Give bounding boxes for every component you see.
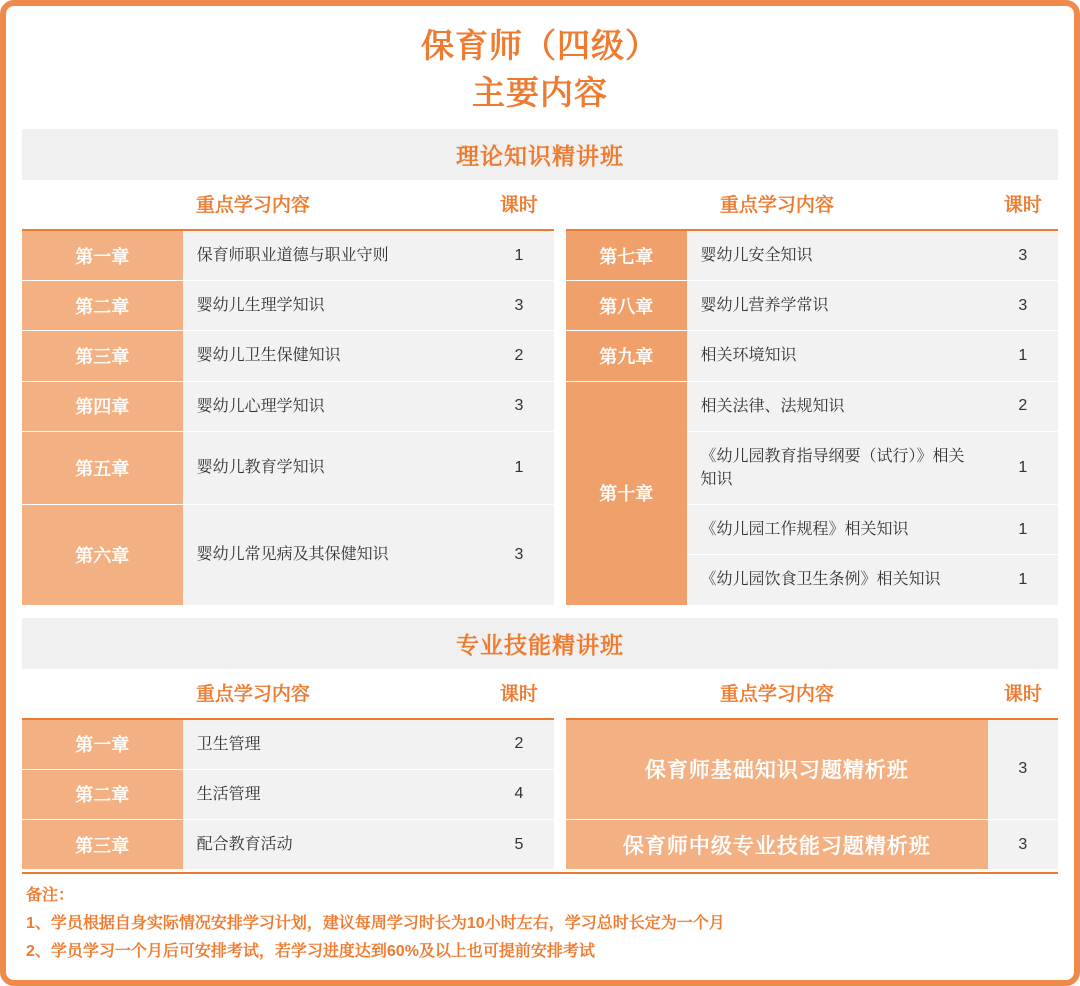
theory-table (22, 180, 1058, 606)
column-gap (554, 431, 566, 504)
chapter-label: 第八章 (566, 281, 686, 331)
column-gap (554, 555, 566, 605)
section-spacer (22, 606, 1058, 618)
hours-value: 1 (988, 505, 1058, 555)
hours-value: 2 (988, 381, 1058, 431)
column-gap (554, 331, 566, 381)
table-row (22, 230, 1058, 281)
hours-value: 1 (484, 431, 554, 504)
hours-value: 1 (988, 331, 1058, 381)
hours-value: 1 (988, 555, 1058, 605)
hours-value: 3 (484, 281, 554, 331)
col-header-content-left: 重点学习内容 (22, 669, 484, 719)
col-header-hours-right: 课时 (988, 669, 1058, 719)
col-header-content-right: 重点学习内容 (566, 180, 988, 230)
hours-value: 3 (988, 281, 1058, 331)
table-column-headers (22, 669, 1058, 719)
column-gap (554, 719, 566, 770)
topic-text: 卫生管理 (183, 719, 484, 770)
topic-text: 《幼儿园教育指导纲要（试行）》相关知识 (687, 431, 988, 504)
table-row (22, 819, 1058, 869)
chapter-label: 第十章 (566, 381, 686, 605)
chapter-label: 第一章 (22, 719, 183, 770)
chapter-label: 第一章 (22, 230, 183, 281)
chapter-label: 第六章 (22, 505, 183, 605)
column-gap (554, 381, 566, 431)
skills-table (22, 669, 1058, 871)
topic-text: 相关法律、法规知识 (687, 381, 988, 431)
chapter-label: 第三章 (22, 819, 183, 869)
table-row (22, 719, 1058, 770)
chapter-label: 第三章 (22, 331, 183, 381)
page-title (22, 20, 1058, 129)
section-header-skills: 专业技能精讲班 (22, 618, 1058, 669)
chapter-label: 第九章 (566, 331, 686, 381)
table-column-headers (22, 180, 1058, 230)
hours-value: 1 (988, 431, 1058, 504)
col-header-content-right: 重点学习内容 (566, 669, 988, 719)
topic-text: 婴幼儿安全知识 (687, 230, 988, 281)
topic-text: 婴幼儿生理学知识 (183, 281, 484, 331)
chapter-label: 第二章 (22, 769, 183, 819)
hours-value: 3 (988, 230, 1058, 281)
column-gap (554, 669, 566, 719)
table-row (22, 505, 1058, 555)
col-header-hours-left: 课时 (484, 669, 554, 719)
notes-block (22, 872, 1058, 970)
table-row (22, 281, 1058, 331)
col-header-hours-right: 课时 (988, 180, 1058, 230)
column-gap (554, 281, 566, 331)
table-row (22, 431, 1058, 504)
col-header-content-left: 重点学习内容 (22, 180, 484, 230)
hours-value: 2 (484, 331, 554, 381)
col-header-hours-left: 课时 (484, 180, 554, 230)
hours-value: 3 (484, 505, 554, 605)
hours-value: 2 (484, 719, 554, 770)
hours-value: 3 (988, 819, 1058, 869)
note-item-2: 2、学员学习一个月后可安排考试，若学习进度达到60%及以上也可提前安排考试 (26, 943, 595, 961)
topic-text: 《幼儿园工作规程》相关知识 (687, 505, 988, 555)
topic-text: 婴幼儿常见病及其保健知识 (183, 505, 484, 605)
hours-value: 4 (484, 769, 554, 819)
topic-text: 相关环境知识 (687, 331, 988, 381)
notes-title: 备注： (26, 887, 75, 905)
table-row (22, 331, 1058, 381)
chapter-label: 第二章 (22, 281, 183, 331)
column-gap (554, 505, 566, 555)
column-gap (554, 230, 566, 281)
column-gap (554, 769, 566, 819)
section-header-theory: 理论知识精讲班 (22, 129, 1058, 180)
hours-value: 3 (484, 381, 554, 431)
topic-text: 《幼儿园饮食卫生条例》相关知识 (687, 555, 988, 605)
table-row (22, 381, 1058, 431)
hours-value: 1 (484, 230, 554, 281)
title-line-1: 保育师（四级） (421, 27, 659, 64)
topic-text: 婴幼儿营养学常识 (687, 281, 988, 331)
topic-text: 配合教育活动 (183, 819, 484, 869)
hours-value: 5 (484, 819, 554, 869)
topic-text: 婴幼儿教育学知识 (183, 431, 484, 504)
note-item-1: 1、学员根据自身实际情况安排学习计划，建议每周学习时长为10小时左右，学习总时长定为一个月 (26, 915, 725, 933)
topic-text: 婴幼儿卫生保健知识 (183, 331, 484, 381)
chapter-label: 第七章 (566, 230, 686, 281)
special-class-label: 保育师基础知识习题精析班 (566, 719, 988, 820)
topic-text: 保育师职业道德与职业守则 (183, 230, 484, 281)
title-line-2: 主要内容 (472, 73, 608, 111)
topic-text: 婴幼儿心理学知识 (183, 381, 484, 431)
column-gap (554, 819, 566, 869)
special-class-label: 保育师中级专业技能习题精析班 (566, 819, 988, 869)
column-gap (554, 180, 566, 230)
chapter-label: 第四章 (22, 381, 183, 431)
hours-value: 3 (988, 719, 1058, 820)
topic-text: 生活管理 (183, 769, 484, 819)
chapter-label: 第五章 (22, 431, 183, 504)
